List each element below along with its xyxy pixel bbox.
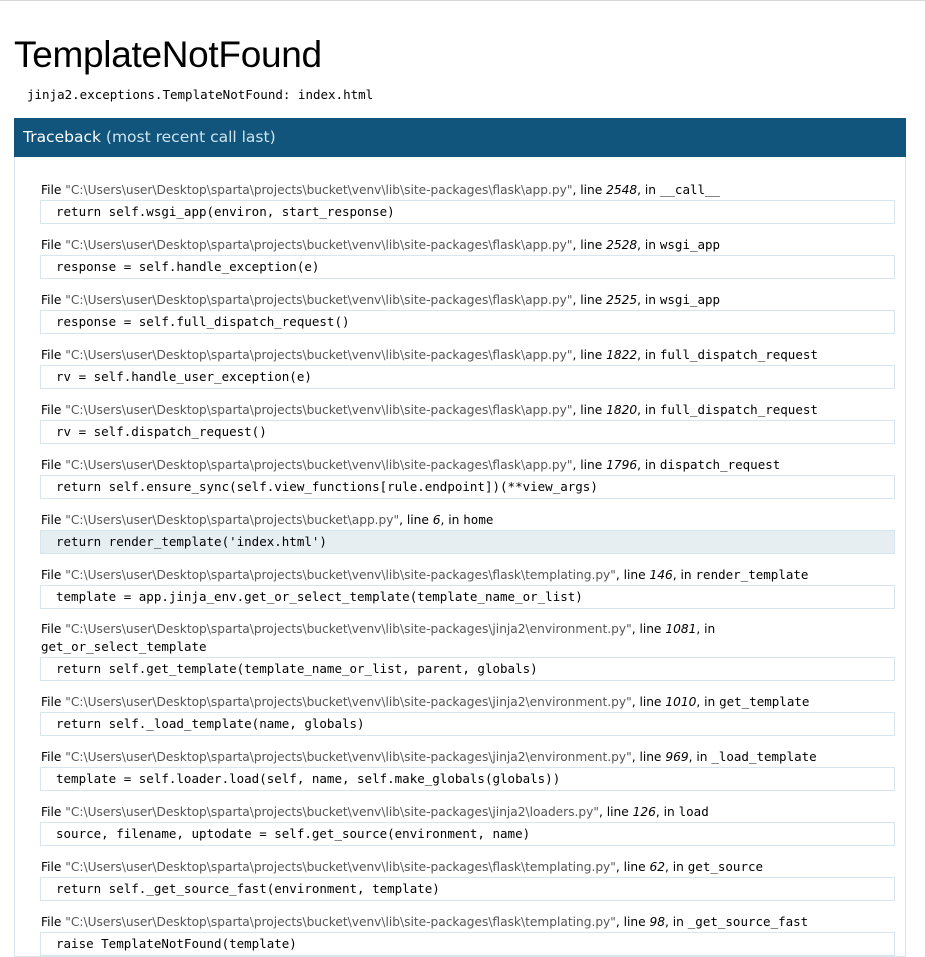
frame-info: File "C:\Users\user\Desktop\sparta\projects\bucket\venv\lib\site-packages\jinja2\environment.py", line 1010, in get_template	[41, 694, 810, 709]
frame-lineno: 1820	[606, 403, 638, 417]
in-keyword: in	[644, 183, 656, 197]
frame-filename: "C:\Users\user\Desktop\sparta\projects\bucket\venv\lib\site-packages\jinja2\environment.py"	[65, 622, 632, 636]
frame-gap	[40, 499, 905, 511]
traceback-frame[interactable]	[40, 181, 895, 224]
frame-lineno: 98	[649, 915, 666, 929]
frame-code-line[interactable]: rv = self.dispatch_request()	[40, 420, 895, 444]
line-keyword: line	[580, 238, 603, 252]
frame-filename: "C:\Users\user\Desktop\sparta\projects\bucket\venv\lib\site-packages\flask\app.py"	[65, 458, 573, 472]
line-keyword: line	[406, 513, 429, 527]
line-keyword: line	[639, 750, 662, 764]
frame-gap	[40, 901, 905, 913]
frame-lineno: 146	[649, 568, 673, 582]
frame-gap	[40, 554, 905, 566]
frame-lineno: 1796	[606, 458, 638, 472]
file-keyword: File	[41, 183, 62, 197]
in-keyword: in	[672, 860, 684, 874]
frame-lineno: 1010	[665, 695, 697, 709]
frame-function: home	[463, 512, 494, 527]
frame-gap	[40, 791, 905, 803]
frame-code-line[interactable]: template = app.jinja_env.get_or_select_template(template_name_or_list)	[40, 585, 895, 609]
frame-function: _get_source_fast	[687, 914, 809, 929]
frame-function: _load_template	[711, 749, 817, 764]
line-keyword: line	[623, 568, 646, 582]
frame-gap	[40, 736, 905, 748]
line-keyword: line	[580, 293, 603, 307]
frame-function: get_or_select_template	[41, 639, 207, 654]
frame-gap	[40, 444, 905, 456]
frame-function: load	[678, 804, 709, 819]
frame-code-line-current[interactable]: return render_template('index.html')	[40, 530, 895, 554]
file-keyword: File	[41, 915, 62, 929]
file-keyword: File	[41, 805, 62, 819]
debugger-page	[0, 1, 925, 957]
frame-function: render_template	[695, 567, 809, 582]
frame-info: File "C:\Users\user\Desktop\sparta\projects\bucket\venv\lib\site-packages\flask\app.py", line 2528, in wsgi_app	[41, 237, 721, 252]
traceback-frame[interactable]	[40, 291, 895, 334]
frame-function: wsgi_app	[659, 292, 721, 307]
frame-filename: "C:\Users\user\Desktop\sparta\projects\bucket\app.py"	[65, 513, 400, 527]
line-keyword: line	[623, 860, 646, 874]
frame-gap	[40, 681, 905, 693]
frame-code-line[interactable]: rv = self.handle_user_exception(e)	[40, 365, 895, 389]
frame-filename: "C:\Users\user\Desktop\sparta\projects\bucket\venv\lib\site-packages\flask\templating.py"	[65, 568, 616, 582]
line-keyword: line	[639, 695, 662, 709]
traceback-frame[interactable]	[40, 621, 895, 681]
frame-filename: "C:\Users\user\Desktop\sparta\projects\bucket\venv\lib\site-packages\jinja2\environment.py"	[65, 750, 632, 764]
frame-gap	[40, 224, 905, 236]
traceback-frame[interactable]	[40, 346, 895, 389]
frame-filename: "C:\Users\user\Desktop\sparta\projects\bucket\venv\lib\site-packages\jinja2\environment.py"	[65, 695, 632, 709]
frame-info: File "C:\Users\user\Desktop\sparta\projects\bucket\venv\lib\site-packages\flask\templating.py", line 98, in _get_source_fast	[41, 914, 809, 929]
line-keyword: line	[580, 348, 603, 362]
frame-code-line[interactable]: source, filename, uptodate = self.get_source(environment, name)	[40, 822, 895, 846]
frame-lineno: 2548	[606, 183, 638, 197]
exception-message: jinja2.exceptions.TemplateNotFound: index.html	[27, 87, 374, 102]
frame-function: full_dispatch_request	[659, 402, 818, 417]
frame-code-line[interactable]: return self._load_template(name, globals)	[40, 712, 895, 736]
frame-function: get_source	[687, 859, 764, 874]
line-keyword: line	[623, 915, 646, 929]
frame-filename: "C:\Users\user\Desktop\sparta\projects\bucket\venv\lib\site-packages\flask\app.py"	[65, 293, 573, 307]
frame-function: __call__	[659, 182, 721, 197]
in-keyword: in	[644, 403, 656, 417]
page-title: TemplateNotFound	[14, 34, 322, 75]
traceback-frame[interactable]	[40, 693, 895, 736]
in-keyword: in	[644, 458, 656, 472]
traceback-frame[interactable]	[40, 748, 895, 791]
frame-gap	[40, 609, 905, 621]
traceback-label: Traceback	[23, 128, 101, 146]
file-keyword: File	[41, 348, 62, 362]
traceback-frame[interactable]	[40, 566, 895, 609]
frame-lineno: 1822	[606, 348, 638, 362]
frame-lineno: 62	[649, 860, 666, 874]
traceback-frame[interactable]	[40, 236, 895, 279]
frame-info: File "C:\Users\user\Desktop\sparta\projects\bucket\venv\lib\site-packages\flask\app.py", line 1796, in dispatch_request	[41, 457, 781, 472]
frame-code-line[interactable]: return self.get_template(template_name_or_list, parent, globals)	[40, 657, 895, 681]
file-keyword: File	[41, 622, 62, 636]
frame-code-line[interactable]: return self.ensure_sync(self.view_functions[rule.endpoint])(**view_args)	[40, 475, 895, 499]
frame-info: File "C:\Users\user\Desktop\sparta\projects\bucket\venv\lib\site-packages\jinja2\environment.py", line 969, in _load_template	[41, 749, 817, 764]
file-keyword: File	[41, 238, 62, 252]
frame-lineno: 2528	[606, 238, 638, 252]
in-keyword: in	[644, 293, 656, 307]
frame-info: File "C:\Users\user\Desktop\sparta\projects\bucket\venv\lib\site-packages\flask\templating.py", line 146, in render_template	[41, 567, 809, 582]
traceback-sublabel: (most recent call last)	[105, 128, 276, 146]
traceback-header	[14, 118, 906, 157]
frame-lineno: 6	[432, 513, 441, 527]
frame-gap	[40, 389, 905, 401]
frame-info: File "C:\Users\user\Desktop\sparta\projects\bucket\venv\lib\site-packages\flask\templating.py", line 62, in get_source	[41, 859, 764, 874]
in-keyword: in	[672, 915, 684, 929]
line-keyword: line	[580, 183, 603, 197]
file-keyword: File	[41, 293, 62, 307]
file-keyword: File	[41, 513, 62, 527]
frame-code-line[interactable]: return self.wsgi_app(environ, start_response)	[40, 200, 895, 224]
file-keyword: File	[41, 403, 62, 417]
in-keyword: in	[448, 513, 460, 527]
frame-lineno: 1081	[665, 622, 697, 636]
frame-filename: "C:\Users\user\Desktop\sparta\projects\bucket\venv\lib\site-packages\flask\app.py"	[65, 238, 573, 252]
frame-info: File "C:\Users\user\Desktop\sparta\projects\bucket\app.py", line 6, in home	[41, 512, 494, 527]
frame-function: get_template	[719, 694, 810, 709]
file-keyword: File	[41, 860, 62, 874]
file-keyword: File	[41, 695, 62, 709]
in-keyword: in	[680, 568, 692, 582]
frame-info: File "C:\Users\user\Desktop\sparta\projects\bucket\venv\lib\site-packages\flask\app.py", line 1820, in full_dispatch_request	[41, 402, 818, 417]
traceback-frame[interactable]	[40, 913, 895, 956]
traceback-frame[interactable]	[40, 456, 895, 499]
frame-code-line[interactable]: response = self.full_dispatch_request()	[40, 310, 895, 334]
frame-filename: "C:\Users\user\Desktop\sparta\projects\bucket\venv\lib\site-packages\flask\app.py"	[65, 183, 573, 197]
in-keyword: in	[644, 348, 656, 362]
file-keyword: File	[41, 568, 62, 582]
frame-gap	[40, 334, 905, 346]
line-keyword: line	[580, 403, 603, 417]
traceback-frame[interactable]	[40, 858, 895, 901]
frame-function: wsgi_app	[659, 237, 721, 252]
file-keyword: File	[41, 750, 62, 764]
frame-filename: "C:\Users\user\Desktop\sparta\projects\bucket\venv\lib\site-packages\flask\templating.py"	[65, 915, 616, 929]
traceback-frame[interactable]	[40, 803, 895, 846]
frame-lineno: 126	[632, 805, 656, 819]
frame-info: File "C:\Users\user\Desktop\sparta\projects\bucket\venv\lib\site-packages\flask\app.py", line 2525, in wsgi_app	[41, 292, 721, 307]
frame-function: dispatch_request	[659, 457, 781, 472]
frame-filename: "C:\Users\user\Desktop\sparta\projects\bucket\venv\lib\site-packages\flask\app.py"	[65, 348, 573, 362]
frame-code-line[interactable]: template = self.loader.load(self, name, self.make_globals(globals))	[40, 767, 895, 791]
frame-info: File "C:\Users\user\Desktop\sparta\projects\bucket\venv\lib\site-packages\jinja2\environment.py", line 1081, in get_or_select_template	[41, 622, 716, 654]
frame-code-line[interactable]: raise TemplateNotFound(template)	[40, 932, 895, 956]
frame-code-line[interactable]: response = self.handle_exception(e)	[40, 255, 895, 279]
in-keyword: in	[704, 622, 716, 636]
in-keyword: in	[696, 750, 708, 764]
traceback-frame[interactable]	[40, 401, 895, 444]
frame-info: File "C:\Users\user\Desktop\sparta\projects\bucket\venv\lib\site-packages\flask\app.py", line 2548, in __call__	[41, 182, 721, 197]
line-keyword: line	[580, 458, 603, 472]
frame-filename: "C:\Users\user\Desktop\sparta\projects\bucket\venv\lib\site-packages\flask\app.py"	[65, 403, 573, 417]
frame-info: File "C:\Users\user\Desktop\sparta\projects\bucket\venv\lib\site-packages\flask\app.py", line 1822, in full_dispatch_request	[41, 347, 818, 362]
frame-function: full_dispatch_request	[659, 347, 818, 362]
frame-info: File "C:\Users\user\Desktop\sparta\projects\bucket\venv\lib\site-packages\jinja2\loaders.py", line 126, in load	[41, 804, 709, 819]
frame-lineno: 969	[665, 750, 689, 764]
frame-gap	[40, 846, 905, 858]
file-keyword: File	[41, 458, 62, 472]
in-keyword: in	[644, 238, 656, 252]
in-keyword: in	[663, 805, 675, 819]
in-keyword: in	[704, 695, 716, 709]
frame-filename: "C:\Users\user\Desktop\sparta\projects\bucket\venv\lib\site-packages\flask\templating.py"	[65, 860, 616, 874]
frame-gap	[40, 279, 905, 291]
traceback-body	[14, 157, 906, 957]
frame-code-line[interactable]: return self._get_source_fast(environment, template)	[40, 877, 895, 901]
traceback-frame[interactable]	[40, 511, 895, 554]
frame-filename: "C:\Users\user\Desktop\sparta\projects\bucket\venv\lib\site-packages\jinja2\loaders.py"	[65, 805, 599, 819]
line-keyword: line	[606, 805, 629, 819]
frame-lineno: 2525	[606, 293, 638, 307]
line-keyword: line	[639, 622, 662, 636]
